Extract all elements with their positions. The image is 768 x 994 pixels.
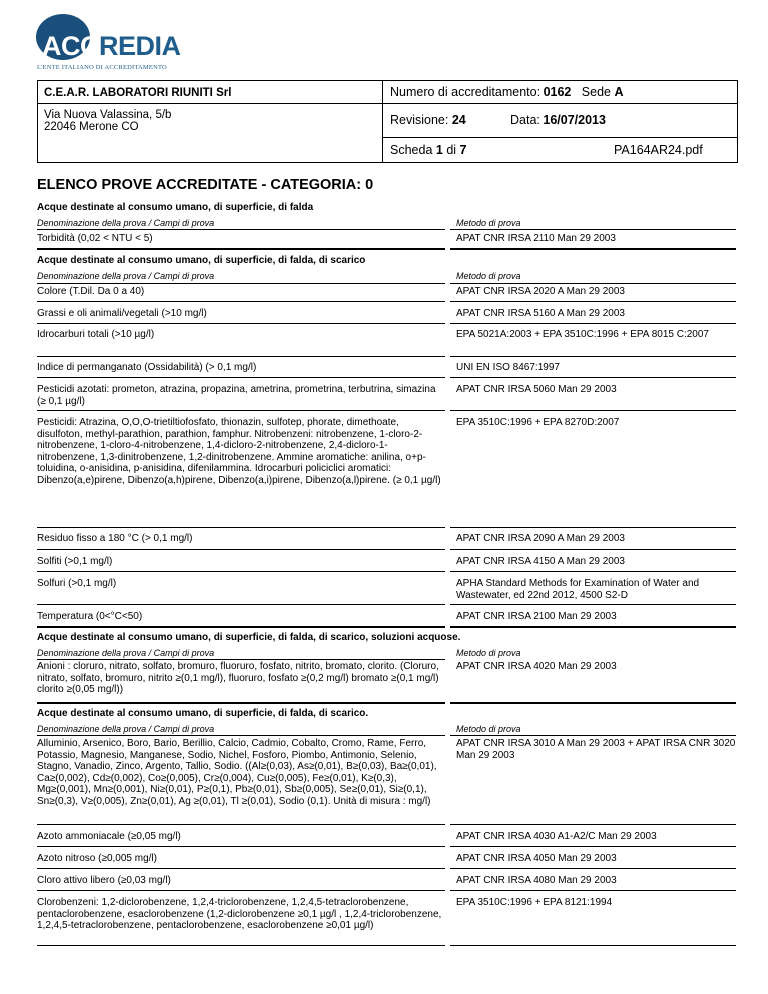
method-cell: APAT CNR IRSA 5060 Man 29 2003 — [456, 384, 617, 395]
method-cell: APAT CNR IRSA 2020 A Man 29 2003 — [456, 286, 625, 297]
address-line2: 22046 Merone CO — [44, 121, 139, 133]
logo-wordmark: ACCREDIA — [42, 31, 181, 61]
test-cell: Pesticidi azotati: prometon, atrazina, propazina, ametrina, prometrina, terbutrina, simazina (≥ 0,1 µg/l) — [37, 384, 436, 407]
accreditation-info: Numero di accreditamento: 0162 Sede A — [390, 85, 624, 99]
column-label-method: Metodo di prova — [456, 648, 521, 658]
test-cell: Pesticidi: Atrazina, O,O,O-trietiltiofosfato, thionazin, sulfotep, phorate, dimethoate, disulfoton, methyl-parathion, parathion, famphur. Nitrobenzeni: nitrobenzene, 1-cloro-2-nitrobenzene, 1-cloro-4-nitrobenzene, 1,4-dicloro-2-nitrobenzene, 2,4-dicloro-1-nitrobenzene, 1,3-dinitrobenzene, 1,2-dinitrobenzene. Ammine aromatiche: anilina, o+p-toluidina, o-anisidina, p-anisidina, difenilammina. Idrocarburi policiclici aromatici: Dibenzo(a,e)pirene, Dibenzo(a,h)pirene, Dibenzo(a,i)pirene, Dibenzo(a,l)pirene. (≥ 0,1 µg/l) — [37, 417, 441, 486]
section-heading: Acque destinate al consumo umano, di superficie, di falda — [37, 202, 314, 213]
method-cell: APAT CNR IRSA 4030 A1-A2/C Man 29 2003 — [456, 831, 657, 842]
test-cell: Idrocarburi totali (>10 µg/l) — [37, 329, 155, 340]
test-cell: Clorobenzeni: 1,2-diclorobenzene, 1,2,4-triclorobenzene, 1,2,4,5-tetraclorobenzene, pentaclorobenzene, esaclorobenzene (1,2-diclorobenzene ≥0,1 µg/l , 1,2,4-triclorobenzene, 1,2,4,5-tetraclorobenzene, pentaclorobenzene, esaclorobenzene ≥0,01 µg/l) — [37, 897, 442, 931]
method-cell: APHA Standard Methods for Examination of Water and Wastewater, ed 22nd 2012, 4500 S2-D — [456, 578, 700, 601]
method-cell: APAT CNR IRSA 2090 A Man 29 2003 — [456, 533, 625, 544]
method-cell: APAT CNR IRSA 4020 Man 29 2003 — [456, 661, 617, 672]
method-cell: APAT CNR IRSA 4050 Man 29 2003 — [456, 853, 617, 864]
method-cell: APAT CNR IRSA 4150 A Man 29 2003 — [456, 556, 625, 567]
test-cell: Grassi e oli animali/vegetali (>10 mg/l) — [37, 308, 207, 319]
address-line1: Via Nuova Valassina, 5/b — [44, 109, 172, 121]
page-title: ELENCO PROVE ACCREDITATE - CATEGORIA: 0 — [37, 177, 374, 193]
method-cell: EPA 5021A:2003 + EPA 3510C:1996 + EPA 8015 C:2007 — [456, 329, 709, 340]
test-cell: Azoto ammoniacale (≥0,05 mg/l) — [37, 831, 181, 842]
test-cell: Residuo fisso a 180 °C (> 0,1 mg/l) — [37, 533, 193, 544]
method-cell: APAT CNR IRSA 4080 Man 29 2003 — [456, 875, 617, 886]
column-label-test: Denominazione della prova / Campi di prova — [37, 271, 215, 281]
test-cell: Solfiti (>0,1 mg/l) — [37, 556, 113, 567]
section-heading: Acque destinate al consumo umano, di superficie, di falda, di scarico. — [37, 708, 369, 719]
test-cell: Solfuri (>0,1 mg/l) — [37, 578, 117, 589]
column-label-method: Metodo di prova — [456, 218, 521, 228]
test-cell: Temperatura (0<°C<50) — [37, 611, 143, 622]
section-heading: Acque destinate al consumo umano, di superficie, di falda, di scarico, soluzioni acquose. — [37, 632, 461, 643]
method-cell: APAT CNR IRSA 3010 A Man 29 2003 + APAT IRSA CNR 3020 Man 29 2003 — [456, 738, 736, 761]
test-cell: Azoto nitroso (≥0,005 mg/l) — [37, 853, 157, 864]
method-cell: UNI EN ISO 8467:1997 — [456, 362, 560, 373]
column-label-method: Metodo di prova — [456, 271, 521, 281]
accredia-logo — [36, 14, 181, 72]
test-cell: Anioni : cloruro, nitrato, solfato, bromuro, fluoruro, fosfato, nitrito, bromato, clorito. (Cloruro, nitrato, solfato, bromuro, nitrito ≥(0,1 mg/l), fluoruro, fosfato ≥(0,2 mg/l) bromato ≥(0,1 mg/l) clorito ≥(0,05 mg/l)) — [37, 661, 439, 695]
test-cell: Indice di permanganato (Ossidabilità) (> 0,1 mg/l) — [37, 362, 257, 373]
method-cell: APAT CNR IRSA 2100 Man 29 2003 — [456, 611, 617, 622]
test-cell: Torbidità (0,02 < NTU < 5) — [37, 233, 153, 244]
logo-subtitle: L'ENTE ITALIANO DI ACCREDITAMENTO — [37, 64, 167, 71]
section-heading: Acque destinate al consumo umano, di superficie, di falda, di scarico — [37, 255, 366, 266]
lab-name: C.E.A.R. LABORATORI RIUNITI Srl — [44, 87, 232, 99]
date-info: Data: 16/07/2013 — [510, 113, 606, 127]
sheet-info: Scheda 1 di 7 — [390, 143, 467, 157]
column-label-method: Metodo di prova — [456, 724, 521, 734]
method-cell: EPA 3510C:1996 + EPA 8121:1994 — [456, 897, 613, 908]
method-cell: APAT CNR IRSA 2110 Man 29 2003 — [456, 233, 616, 244]
column-label-test: Denominazione della prova / Campi di prova — [37, 648, 215, 658]
test-cell: Colore (T.Dil. Da 0 a 40) — [37, 286, 145, 297]
method-cell: APAT CNR IRSA 5160 A Man 29 2003 — [456, 308, 625, 319]
method-cell: EPA 3510C:1996 + EPA 8270D:2007 — [456, 417, 620, 428]
revision-info: Revisione: 24 — [390, 113, 466, 127]
column-label-test: Denominazione della prova / Campi di prova — [37, 218, 215, 228]
file-name: PA164AR24.pdf — [614, 143, 703, 157]
test-cell: Alluminio, Arsenico, Boro, Bario, Berillio, Calcio, Cadmio, Cobalto, Cromo, Rame, Ferro, Potassio, Magnesio, Manganese, Sodio, Nichel, Fosforo, Piombo, Antimonio, Selenio, Stagno, Vanadio, Zinco, Argento, Tallio, Sodio. ((Al≥(0,03), As≥(0,01), B≥(0,03), Ba≥(0,01), Ca≥(0,002), Cd≥(0,002), Co≥(0,005), Cr≥(0,004), Cu≥(0,005), Fe≥(0,01), K≥(0,3), Mg≥(0,001), Mn≥(0,001), Ni≥(0,01), P≥(0,1), Pb≥(0,01), Sb≥(0,005), Se≥(0,01), Si≥(0,1), Sn≥(0,3), V≥(0,005), Zn≥(0,01), Ag ≥(0,01), Tl ≥(0,01), Sodio (0,1). Unità di misura : mg/l) — [37, 738, 437, 807]
column-label-test: Denominazione della prova / Campi di prova — [37, 724, 215, 734]
header-box — [37, 80, 738, 163]
test-cell: Cloro attivo libero (≥0,03 mg/l) — [37, 875, 171, 886]
